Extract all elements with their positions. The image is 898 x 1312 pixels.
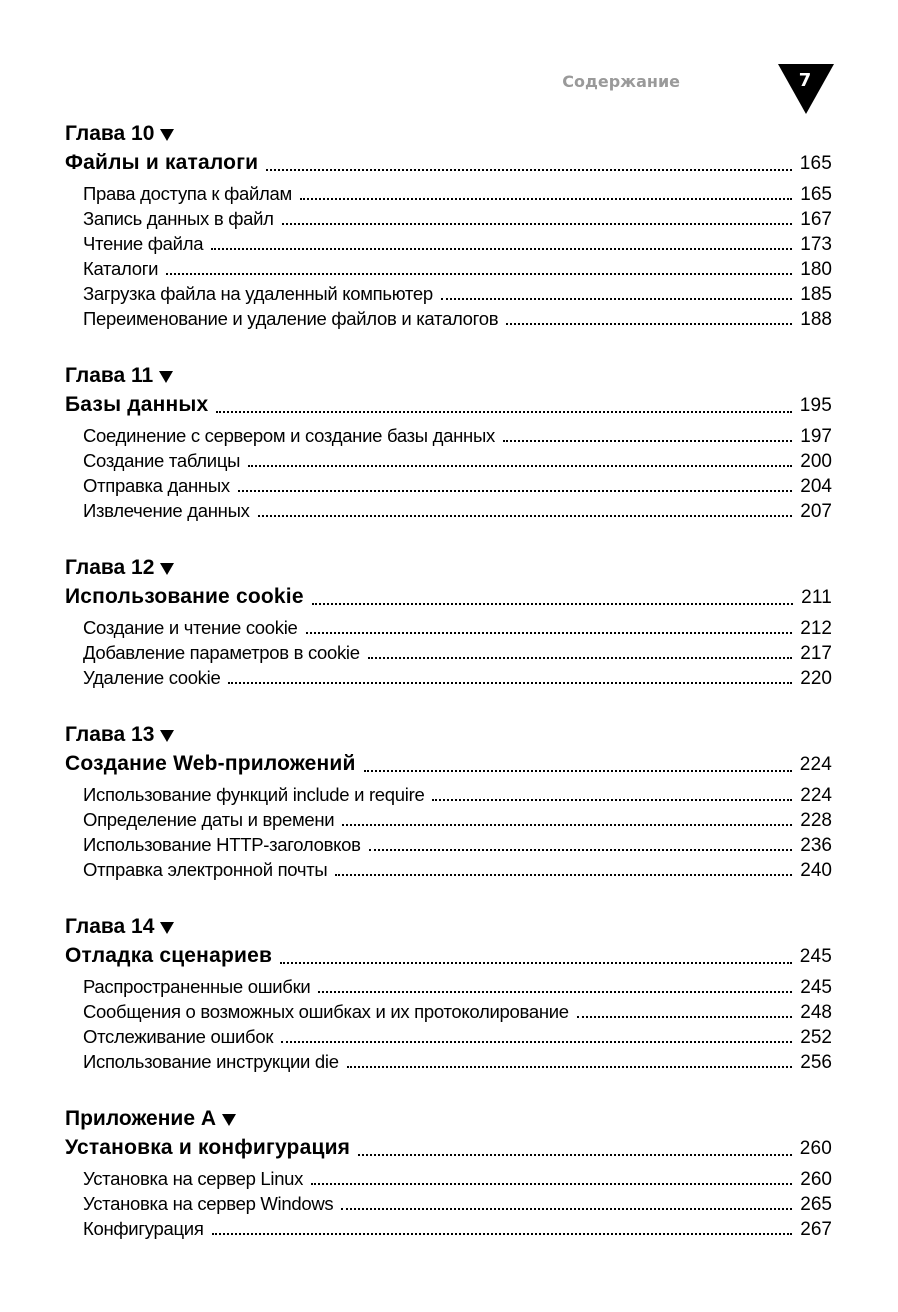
chapter-label — [65, 119, 832, 149]
chapter-label — [65, 1104, 832, 1134]
dot-leader — [503, 440, 792, 442]
section-title: Установка на сервер Windows — [83, 1193, 334, 1214]
section-entry[interactable] — [65, 448, 832, 473]
section-list — [65, 782, 832, 882]
chapter-entry[interactable] — [65, 583, 832, 611]
section-entry[interactable] — [65, 807, 832, 832]
dot-leader — [368, 657, 793, 659]
chapter-page-number: 224 — [799, 754, 832, 775]
running-title: Содержание — [562, 72, 680, 91]
section-list — [65, 423, 832, 523]
section-title: Отправка электронной почты — [83, 859, 328, 880]
section-entry[interactable] — [65, 1024, 832, 1049]
section-page-number: 220 — [800, 668, 832, 689]
section-title: Использование HTTP-заголовков — [83, 834, 361, 855]
toc-chapter — [65, 1104, 832, 1241]
dot-leader — [211, 248, 792, 250]
section-title: Распространенные ошибки — [83, 976, 311, 997]
section-list — [65, 615, 832, 690]
dot-leader — [341, 1208, 792, 1210]
chapter-title: Установка и конфигурация — [65, 1136, 351, 1159]
page-number-badge — [778, 64, 834, 114]
dot-leader — [306, 632, 793, 634]
dot-leader — [506, 323, 792, 325]
section-entry[interactable] — [65, 640, 832, 665]
toc-chapter — [65, 361, 832, 523]
section-title: Установка на сервер Linux — [83, 1168, 304, 1189]
section-title: Загрузка файла на удаленный компьютер — [83, 283, 433, 304]
chapter-entry[interactable] — [65, 750, 832, 778]
dot-leader — [280, 962, 792, 964]
triangle-down-icon — [160, 563, 174, 575]
dot-leader — [300, 198, 792, 200]
dot-leader — [318, 991, 792, 993]
section-entry[interactable] — [65, 1049, 832, 1074]
section-title: Создание и чтение cookie — [83, 617, 298, 638]
dot-leader — [335, 874, 792, 876]
chapter-label-text: Глава 11 — [65, 364, 154, 387]
dot-leader — [166, 273, 792, 275]
page-header — [0, 62, 834, 118]
section-page-number: 180 — [800, 259, 832, 280]
section-entry[interactable] — [65, 306, 832, 331]
dot-leader — [311, 1183, 792, 1185]
chapter-label-text: Глава 13 — [65, 723, 155, 746]
chapter-page-number: 195 — [799, 395, 832, 416]
toc-chapter — [65, 119, 832, 331]
dot-leader — [342, 824, 792, 826]
dot-leader — [577, 1016, 793, 1018]
toc-chapter — [65, 720, 832, 882]
dot-leader — [441, 298, 792, 300]
dot-leader — [364, 770, 792, 772]
section-title: Создание таблицы — [83, 450, 241, 471]
chapter-page-number: 260 — [799, 1138, 832, 1159]
section-page-number: 245 — [800, 977, 832, 998]
section-page-number: 165 — [800, 184, 832, 205]
chapter-title: Создание Web-приложений — [65, 752, 356, 775]
chapter-label — [65, 720, 832, 750]
dot-leader — [369, 849, 793, 851]
section-entry[interactable] — [65, 832, 832, 857]
chapter-page-number: 165 — [799, 153, 832, 174]
triangle-down-icon — [160, 129, 174, 141]
section-page-number: 217 — [800, 643, 832, 664]
dot-leader — [281, 1041, 792, 1043]
section-title: Каталоги — [83, 258, 159, 279]
triangle-down-icon — [160, 922, 174, 934]
chapter-label — [65, 912, 832, 942]
dot-leader — [432, 799, 792, 801]
section-title: Переименование и удаление файлов и каталогов — [83, 308, 499, 329]
section-page-number: 188 — [800, 309, 832, 330]
dot-leader — [228, 682, 792, 684]
chapter-page-number: 211 — [801, 587, 832, 608]
section-page-number: 260 — [800, 1169, 832, 1190]
chapter-title: Базы данных — [65, 393, 209, 416]
section-list — [65, 974, 832, 1074]
dot-leader — [238, 490, 793, 492]
chapter-title: Файлы и каталоги — [65, 151, 259, 174]
dot-leader — [312, 603, 793, 605]
dot-leader — [358, 1154, 792, 1156]
chapter-label-text: Глава 12 — [65, 556, 155, 579]
section-entry[interactable] — [65, 974, 832, 999]
section-title: Извлечение данных — [83, 500, 250, 521]
section-title: Использование инструкции die — [83, 1051, 339, 1072]
chapter-label-text: Глава 14 — [65, 915, 155, 938]
section-page-number: 224 — [800, 785, 832, 806]
section-list — [65, 1166, 832, 1241]
section-entry[interactable] — [65, 181, 832, 206]
dot-leader — [212, 1233, 793, 1235]
section-page-number: 197 — [800, 426, 832, 447]
section-title: Сообщения о возможных ошибках и их протоколирование — [83, 1001, 569, 1022]
section-page-number: 267 — [800, 1219, 832, 1240]
page-number: 7 — [798, 70, 812, 91]
section-page-number: 200 — [800, 451, 832, 472]
toc-chapter — [65, 553, 832, 690]
chapter-entry[interactable] — [65, 942, 832, 970]
section-title: Права доступа к файлам — [83, 183, 292, 204]
dot-leader — [248, 465, 792, 467]
section-entry[interactable] — [65, 1191, 832, 1216]
table-of-contents — [65, 119, 832, 1271]
chapter-entry[interactable] — [65, 149, 832, 177]
dot-leader — [216, 411, 791, 413]
section-title: Добавление параметров в cookie — [83, 642, 360, 663]
section-entry[interactable] — [65, 498, 832, 523]
section-entry[interactable] — [65, 256, 832, 281]
section-title: Отслеживание ошибок — [83, 1026, 274, 1047]
chapter-entry[interactable] — [65, 391, 832, 419]
toc-chapter — [65, 912, 832, 1074]
section-page-number: 248 — [800, 1002, 832, 1023]
section-entry[interactable] — [65, 473, 832, 498]
section-page-number: 256 — [800, 1052, 832, 1073]
dot-leader — [266, 169, 791, 171]
section-title: Определение даты и времени — [83, 809, 335, 830]
chapter-label-text: Глава 10 — [65, 122, 155, 145]
section-list — [65, 181, 832, 331]
dot-leader — [347, 1066, 793, 1068]
section-entry[interactable] — [65, 206, 832, 231]
section-page-number: 173 — [800, 234, 832, 255]
section-page-number: 185 — [800, 284, 832, 305]
chapter-page-number: 245 — [799, 946, 832, 967]
triangle-down-icon — [222, 1114, 236, 1126]
section-page-number: 207 — [800, 501, 832, 522]
section-entry[interactable] — [65, 665, 832, 690]
chapter-label-text: Приложение А — [65, 1107, 217, 1130]
section-entry[interactable] — [65, 857, 832, 882]
chapter-entry[interactable] — [65, 1134, 832, 1162]
triangle-down-icon — [160, 730, 174, 742]
section-page-number: 265 — [800, 1194, 832, 1215]
section-page-number: 236 — [800, 835, 832, 856]
dot-leader — [282, 223, 793, 225]
section-title: Конфигурация — [83, 1218, 204, 1239]
section-page-number: 212 — [800, 618, 832, 639]
section-title: Отправка данных — [83, 475, 230, 496]
section-entry[interactable] — [65, 615, 832, 640]
section-page-number: 228 — [800, 810, 832, 831]
section-page-number: 252 — [800, 1027, 832, 1048]
chapter-label — [65, 361, 832, 391]
section-entry[interactable] — [65, 231, 832, 256]
section-title: Удаление cookie — [83, 667, 221, 688]
section-entry[interactable] — [65, 423, 832, 448]
section-entry[interactable] — [65, 1166, 832, 1191]
chapter-label — [65, 553, 832, 583]
triangle-down-icon — [159, 371, 173, 383]
dot-leader — [258, 515, 793, 517]
section-page-number: 204 — [800, 476, 832, 497]
section-page-number: 240 — [800, 860, 832, 881]
chapter-title: Использование cookie — [65, 585, 304, 608]
chapter-title: Отладка сценариев — [65, 944, 273, 967]
section-page-number: 167 — [800, 209, 832, 230]
section-entry[interactable] — [65, 999, 832, 1024]
section-entry[interactable] — [65, 281, 832, 306]
section-title: Чтение файла — [83, 233, 204, 254]
section-title: Запись данных в файл — [83, 208, 274, 229]
section-title: Соединение с сервером и создание базы данных — [83, 425, 495, 446]
section-title: Использование функций include и require — [83, 784, 425, 805]
section-entry[interactable] — [65, 1216, 832, 1241]
section-entry[interactable] — [65, 782, 832, 807]
